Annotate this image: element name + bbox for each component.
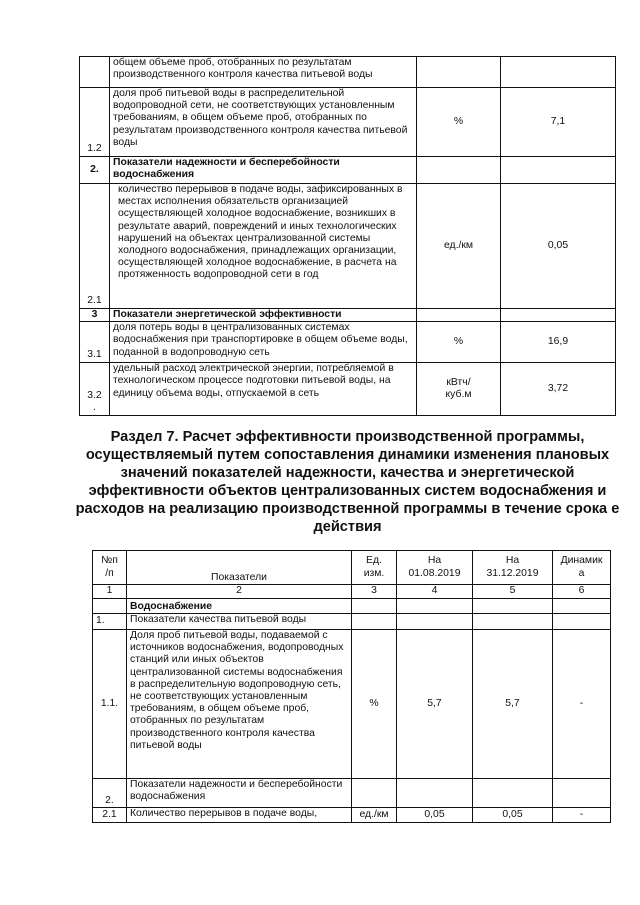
row-dynamics <box>553 599 611 614</box>
row-v1 <box>397 614 473 630</box>
header-date2: На 31.12.2019 <box>473 551 553 585</box>
row-dynamics: - <box>553 808 611 823</box>
table-row <box>93 614 611 630</box>
row-unit: % <box>417 88 501 157</box>
row-text: Показатели надежности и бесперебойности водоснабжения <box>110 157 417 184</box>
row-dynamics <box>553 779 611 808</box>
row-unit <box>352 614 397 630</box>
col-number: 2 <box>127 585 352 599</box>
table-row <box>80 57 616 88</box>
row-text: Количество перерывов в подаче воды, <box>127 808 352 823</box>
column-number-row <box>93 585 611 599</box>
row-unit: кВтч/ куб.м <box>417 363 501 416</box>
col-number: 4 <box>397 585 473 599</box>
row-v2: 0,05 <box>473 808 553 823</box>
col-number: 6 <box>553 585 611 599</box>
row-number: 1.1. <box>93 630 127 779</box>
table-row <box>93 808 611 823</box>
row-number: 1.2 <box>80 88 110 157</box>
row-number: 1. <box>93 614 127 630</box>
row-value <box>501 157 616 184</box>
row-text: количество перерывов в подаче воды, зафиксированных в местах исполнения обязательств организацией осуществляющей холодное водоснабжение, возникших в результате аварий, повреждений и иных технологических нарушений на объектах централизованной системы холодного водоснабжения, принадлежащих организации, осуществляющей холодное водоснабжение, в расчета на протяженность водопроводной сети в год <box>110 184 417 309</box>
top-indicators-table <box>79 56 616 416</box>
table-row <box>80 322 616 363</box>
row-v2 <box>473 614 553 630</box>
row-unit <box>352 599 397 614</box>
row-value: 7,1 <box>501 88 616 157</box>
row-dynamics: - <box>553 630 611 779</box>
row-text: Доля проб питьевой воды, подаваемой с источников водоснабжения, водопроводных станций или иных объектов централизованной системы водоснабжения в распределительную водопроводную сеть, не соответствующих установленным требованиям, в общем объеме проб, отобранных по результатам производственного контроля качества питьевой воды <box>127 630 352 779</box>
row-v1 <box>397 779 473 808</box>
row-v2 <box>473 779 553 808</box>
row-unit <box>417 309 501 322</box>
table-row <box>80 184 616 309</box>
row-number: 2. <box>93 779 127 808</box>
row-number: 3.1 <box>80 322 110 363</box>
row-number: 3 <box>80 309 110 322</box>
row-unit: ед./км <box>417 184 501 309</box>
col-number: 1 <box>93 585 127 599</box>
row-text: Показатели качества питьевой воды <box>127 614 352 630</box>
table-row <box>93 630 611 779</box>
row-text: доля потерь воды в централизованных системах водоснабжения при транспортировке в общем объеме воды, поданной в водопроводную сеть <box>110 322 417 363</box>
row-number <box>93 599 127 614</box>
row-number: 2.1 <box>80 184 110 309</box>
table-row <box>80 88 616 157</box>
row-unit: % <box>417 322 501 363</box>
section-heading: Раздел 7. Расчет эффективности производственной программы, осуществляемый путем сопоставления динамики изменения плановых значений показателей надежности, качества и энергетической эффективности объектов централизованных систем водоснабжения и расходов на реализацию производственной программы в течение срока е действия <box>75 429 620 535</box>
row-number <box>80 57 110 88</box>
row-value: 16,9 <box>501 322 616 363</box>
row-unit: ед./км <box>352 808 397 823</box>
row-v1: 0,05 <box>397 808 473 823</box>
row-text: Показатели надежности и бесперебойности водоснабжения <box>127 779 352 808</box>
header-dynamics: Динамик а <box>553 551 611 585</box>
row-v2 <box>473 599 553 614</box>
efficiency-table <box>92 550 611 823</box>
row-value: 0,05 <box>501 184 616 309</box>
row-value: 3,72 <box>501 363 616 416</box>
table-header-row <box>93 551 611 585</box>
row-value <box>501 309 616 322</box>
row-v1 <box>397 599 473 614</box>
table-row <box>80 363 616 416</box>
row-text: удельный расход электрической энергии, потребляемой в технологическом процессе подготовки питьевой воды, на единицу объема воды, отпускаемой в сеть <box>110 363 417 416</box>
row-text: доля проб питьевой воды в распределительной водопроводной сети, не соответствующих установленным требованиям, в общем объеме проб, отобранных по результатам производственного контроля качества питьевой воды <box>110 88 417 157</box>
row-v1: 5,7 <box>397 630 473 779</box>
table-row <box>93 599 611 614</box>
table-row <box>80 309 616 322</box>
row-v2: 5,7 <box>473 630 553 779</box>
row-text: Водоснабжение <box>127 599 352 614</box>
row-number: 3.2 . <box>80 363 110 416</box>
col-number: 3 <box>352 585 397 599</box>
header-indicator: Показатели <box>127 551 352 585</box>
row-text: общем объеме проб, отобранных по результатам производственного контроля качества питьевой воды <box>110 57 417 88</box>
row-dynamics <box>553 614 611 630</box>
row-unit: % <box>352 630 397 779</box>
col-number: 5 <box>473 585 553 599</box>
row-text: Показатели энергетической эффективности <box>110 309 417 322</box>
row-value <box>501 57 616 88</box>
row-unit <box>417 157 501 184</box>
row-number: 2. <box>80 157 110 184</box>
header-unit: Ед. изм. <box>352 551 397 585</box>
row-unit <box>417 57 501 88</box>
header-num: №п /п <box>93 551 127 585</box>
table-row <box>93 779 611 808</box>
row-number: 2.1 <box>93 808 127 823</box>
table-row <box>80 157 616 184</box>
row-unit <box>352 779 397 808</box>
header-date1: На 01.08.2019 <box>397 551 473 585</box>
